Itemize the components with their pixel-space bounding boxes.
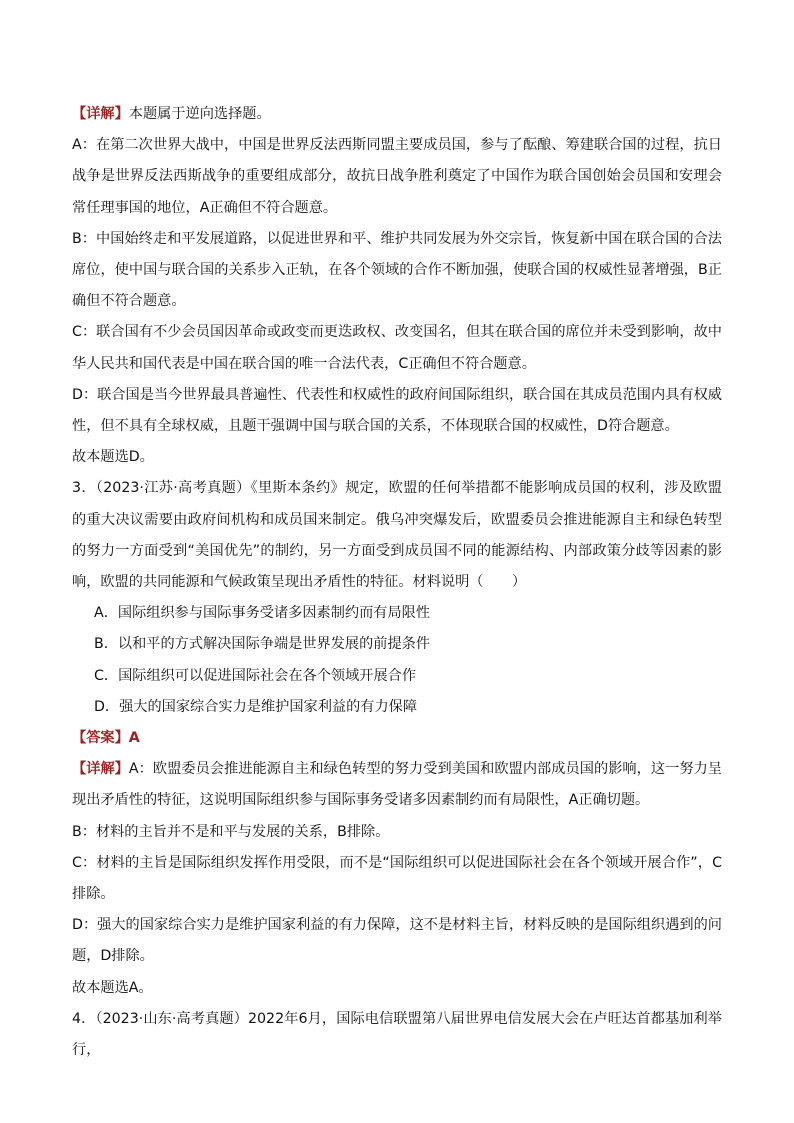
q3-analysis-a [72, 754, 722, 816]
answer-tag: 【答案】 [72, 730, 129, 747]
q4-stem: 4．（2023·山东·高考真题）2022年6月，国际电信联盟第八届世界电信发展大会在卢旺达首都基加利举行， [72, 1010, 722, 1059]
q3-analysis-a-text: A：欧盟委员会推进能源自主和绿色转型的努力受到美国和欧盟内部成员国的影响，这一努力呈现出矛盾性的特征，这说明国际组织参与国际事务受诸多因素制约而有局限性，A正确切题。 [72, 761, 722, 809]
q2-analysis-c: C：联合国有不少会员国因革命或政变而更迭政权、改变国名，但其在联合国的席位并未受到影响，故中华人民共和国代表是中国在联合国的唯一合法代表，C正确但不符合题意。 [72, 324, 722, 372]
q2-detail-text: 本题属于逆向选择题。 [128, 106, 271, 122]
detail-tag: 【详解】 [72, 761, 129, 778]
q3-analysis-c: C：材料的主旨是国际组织发挥作用受限，而不是“国际组织可以促进国际社会在各个领域开展合作”，C排除。 [72, 854, 722, 903]
q3-analysis-b: B：材料的主旨并不是和平与发展的关系，B排除。 [72, 823, 390, 840]
q3-analysis-d: D：强大的国家综合实力是维护国家利益的有力保障，这不是材料主旨，材料反映的是国际组织遇到的问题，D排除。 [72, 917, 722, 965]
q2-analysis-b: B：中国始终走和平发展道路，以促进世界和平、维护共同发展为外交宗旨，恢复新中国在联合国的合法席位，使中国与联合国的关系步入正轨，在各个领域的合作不断加强，使联合国的权威性显著增强，B正确但不符合题意。 [72, 230, 722, 310]
document-content [72, 99, 722, 1066]
detail-tag: 【详解】 [72, 106, 129, 122]
q3-stem: 3．（2023·江苏·高考真题）《里斯本条约》规定，欧盟的任何举措都不能影响成员国的权利，涉及欧盟的重大决议需要由政府间机构和成员国来制定。俄乌冲突爆发后，欧盟委员会推进能源自主和绿色转型的努力一方面受到“美国优先”的制约，另一方面受到成员国不同的能源结构、内部政策分歧等因素的影响，欧盟的共同能源和气候政策呈现出矛盾性的特征。材料说明（ ） [72, 480, 722, 591]
q2-conclusion: 故本题选D。 [72, 449, 154, 466]
q3-option-a: A．国际组织参与国际事务受诸多因素制约而有局限性 [94, 605, 431, 622]
q2-analysis-a: A：在第二次世界大战中，中国是世界反法西斯同盟主要成员国，参与了酝酿、筹建联合国的过程，抗日战争是世界反法西斯战争的重要组成部分，故抗日战争胜利奠定了中国作为联合国创始会员国和安理会常任理事国的地位，A正确但不符合题意。 [72, 137, 722, 216]
q2-detail [72, 99, 722, 130]
q3-option-d: D．强大的国家综合实力是维护国家利益的有力保障 [94, 698, 418, 715]
q3-answer [72, 723, 722, 754]
q3-option-b: B．以和平的方式解决国际争端是世界发展的前提条件 [94, 636, 431, 653]
q3-option-c: C．国际组织可以促进国际社会在各个领域开展合作 [94, 667, 417, 684]
q3-conclusion: 故本题选A。 [72, 979, 153, 996]
q2-analysis-d: D：联合国是当今世界最具普遍性、代表性和权威性的政府间国际组织，联合国在其成员范围内具有权威性，但不具有全球权威，且题干强调中国与联合国的关系，不体现联合国的权威性，D符合题意。 [72, 386, 722, 435]
q3-answer-value: A [128, 730, 140, 747]
